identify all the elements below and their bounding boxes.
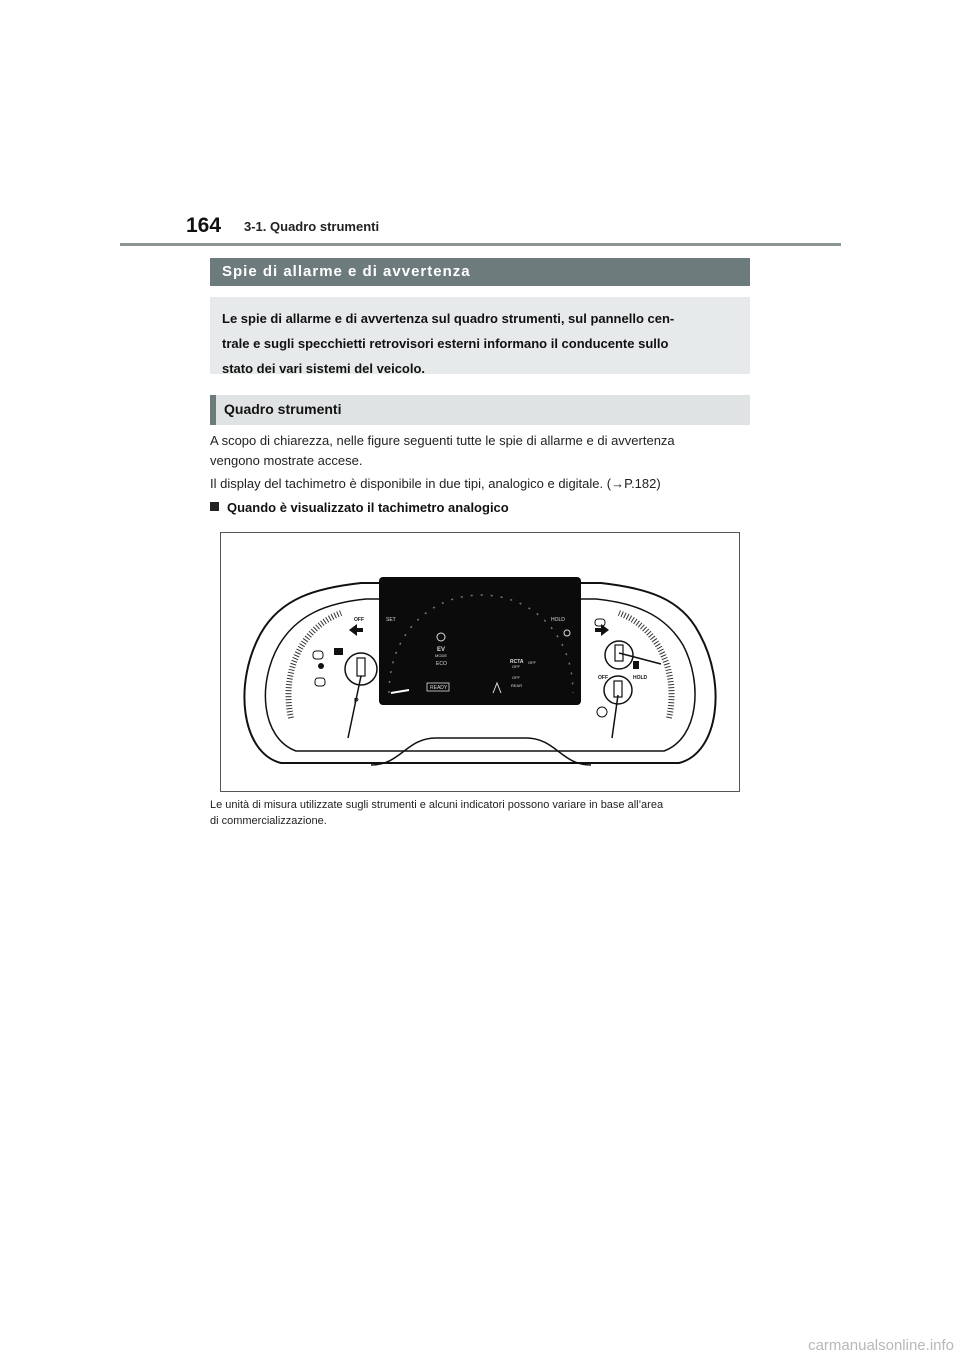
display-label-off-lower: OFF (512, 675, 520, 680)
left-gauge-hub (357, 658, 365, 676)
paragraph-line: vengono mostrate accese. (210, 453, 363, 468)
display-label-ev: EV (437, 647, 446, 653)
paragraph-clarity (210, 431, 755, 471)
watermark: carmanualsonline.info (808, 1337, 954, 1354)
right-lower-gauge-hub (614, 681, 622, 697)
display-label-off-mid: OFF (528, 660, 536, 665)
bullet-heading-text: Quando è visualizzato il tachimetro analogico (227, 500, 509, 515)
center-display (379, 577, 581, 705)
display-label-set: SET (386, 617, 396, 623)
fuel-pump-icon (633, 661, 639, 669)
display-label-mode: MODE (435, 653, 447, 658)
section-title-banner: Spie di allarme e di avvertenza (210, 258, 750, 286)
page-number: 164 (186, 214, 222, 237)
headlight-icon (334, 648, 343, 655)
square-bullet-icon (210, 502, 219, 511)
bullet-heading (210, 500, 509, 515)
display-label-rcta: RCTA (510, 659, 524, 665)
instrument-cluster-illustration (221, 533, 739, 791)
caption-line: di commercializzazione. (210, 815, 327, 827)
section-breadcrumb: 3-1. Quadro strumenti (244, 219, 380, 234)
display-label-ready: READY (430, 685, 448, 691)
parking-brake-label: P (354, 698, 359, 705)
display-label-off-rcta: OFF (512, 664, 520, 669)
paragraph-display-types: Il display del tachimetro è disponibile in due tipi, analogico e digitale. (→P.182) (210, 476, 661, 491)
figure-caption (210, 797, 755, 829)
right-hold-label: HOLD (633, 675, 648, 681)
intro-box (210, 297, 750, 374)
left-off-label: OFF (354, 617, 364, 623)
header-divider (120, 243, 841, 246)
intro-line: Le spie di allarme e di avvertenza sul quadro strumenti, sul pannello cen- (222, 311, 675, 326)
right-off-label: OFF (598, 675, 608, 681)
display-label-hold: HOLD (551, 617, 565, 623)
sub-heading: Quadro strumenti (210, 395, 750, 425)
intro-line: trale e sugli specchietti retrovisori esterni informano il conducente sullo (222, 336, 669, 351)
paragraph-line: A scopo di chiarezza, nelle figure seguenti tutte le spie di allarme e di avvertenza (210, 433, 675, 448)
display-label-rear: REAR (511, 683, 523, 688)
instrument-cluster-figure (220, 532, 740, 792)
seatbelt-warning-icon (318, 663, 324, 669)
caption-line: Le unità di misura utilizzate sugli strumenti e alcuni indicatori possono variare in base all’area (210, 799, 664, 811)
intro-line: stato dei vari sistemi del veicolo. (222, 361, 426, 376)
display-label-eco: ECO (436, 661, 447, 667)
